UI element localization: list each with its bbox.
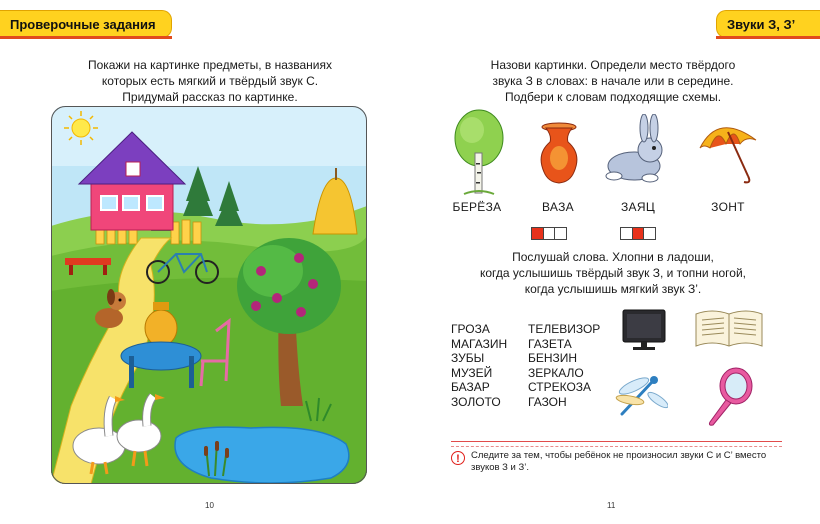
left-instruction <box>40 57 380 105</box>
left-instruction-line: Покажи на картинке предметы, в названиях <box>87 58 333 72</box>
list-item: ГАЗЕТА <box>528 336 572 351</box>
word-list-1 <box>451 322 507 409</box>
hare-icon <box>602 114 674 186</box>
birch-tree-icon <box>452 108 506 196</box>
right-instruction-1 <box>443 57 783 105</box>
scheme-cell <box>532 228 544 239</box>
right-page-number: 11 <box>607 501 616 510</box>
note-dashed-rule <box>451 446 782 447</box>
newspaper-icon <box>694 308 764 350</box>
note-top-rule <box>451 441 782 442</box>
countryside-scene-illustration <box>51 106 367 484</box>
scheme-cell <box>633 228 645 239</box>
warning-icon: ! <box>451 451 465 465</box>
right-instruction-line: когда услышишь мягкий звук З’. <box>524 282 702 296</box>
right-instruction-line: Подбери к словам подходящие схемы. <box>504 90 722 104</box>
list-item: БАЗАР <box>451 380 490 394</box>
left-header-underline <box>0 36 172 39</box>
list-item: МУЗЕЙ <box>451 365 493 380</box>
vase-icon <box>536 122 582 186</box>
right-instruction-2 <box>443 249 783 297</box>
scheme-cell <box>644 228 655 239</box>
right-header-underline <box>716 36 820 39</box>
sound-scheme-2 <box>620 227 656 240</box>
right-instruction-line: Назови картинки. Определи место твёрдого <box>490 58 736 72</box>
left-instruction-line: которых есть мягкий и твёрдый звук С. <box>101 74 319 88</box>
list-item: ТЕЛЕВИЗОР <box>528 322 601 336</box>
right-page-header: Звуки З, З’ <box>716 10 820 38</box>
list-item: ГРОЗА <box>451 322 490 336</box>
scheme-cell <box>544 228 556 239</box>
list-item: СТРЕКОЗА <box>528 380 592 394</box>
sound-scheme-1 <box>531 227 567 240</box>
list-item: МАГАЗИН <box>451 336 508 351</box>
mirror-icon <box>704 366 756 428</box>
left-page-number: 10 <box>205 501 214 510</box>
scheme-cell <box>621 228 633 239</box>
right-instruction-line: Послушай слова. Хлопни в ладоши, <box>512 250 714 264</box>
left-instruction-line: Придумай рассказ по картинке. <box>122 90 298 104</box>
list-item: ЗОЛОТО <box>451 394 501 409</box>
word-list-2 <box>528 322 600 409</box>
picture-word: ЗОНТ <box>711 200 745 214</box>
scheme-cell <box>555 228 566 239</box>
list-item: ЗЕРКАЛО <box>528 365 584 380</box>
picture-word: БЕРЁЗА <box>452 200 502 214</box>
list-item: ЗУБЫ <box>451 351 485 365</box>
list-item: ГАЗОН <box>528 394 567 409</box>
left-page-header: Проверочные задания <box>0 10 172 38</box>
parent-note: Следите за тем, чтобы ребёнок не произносил звуки С и С’ вместо звуков З и З’. <box>471 450 767 473</box>
picture-word: ВАЗА <box>542 200 574 214</box>
tv-icon <box>621 308 667 352</box>
list-item: БЕНЗИН <box>528 351 578 365</box>
right-instruction-line: звука З в словах: в начале или в середине. <box>492 74 734 88</box>
umbrella-icon <box>696 118 760 186</box>
picture-word: ЗАЯЦ <box>621 200 655 214</box>
dragonfly-icon <box>608 372 668 422</box>
right-instruction-line: когда услышишь твёрдый звук З, и топни ногой, <box>479 266 747 280</box>
